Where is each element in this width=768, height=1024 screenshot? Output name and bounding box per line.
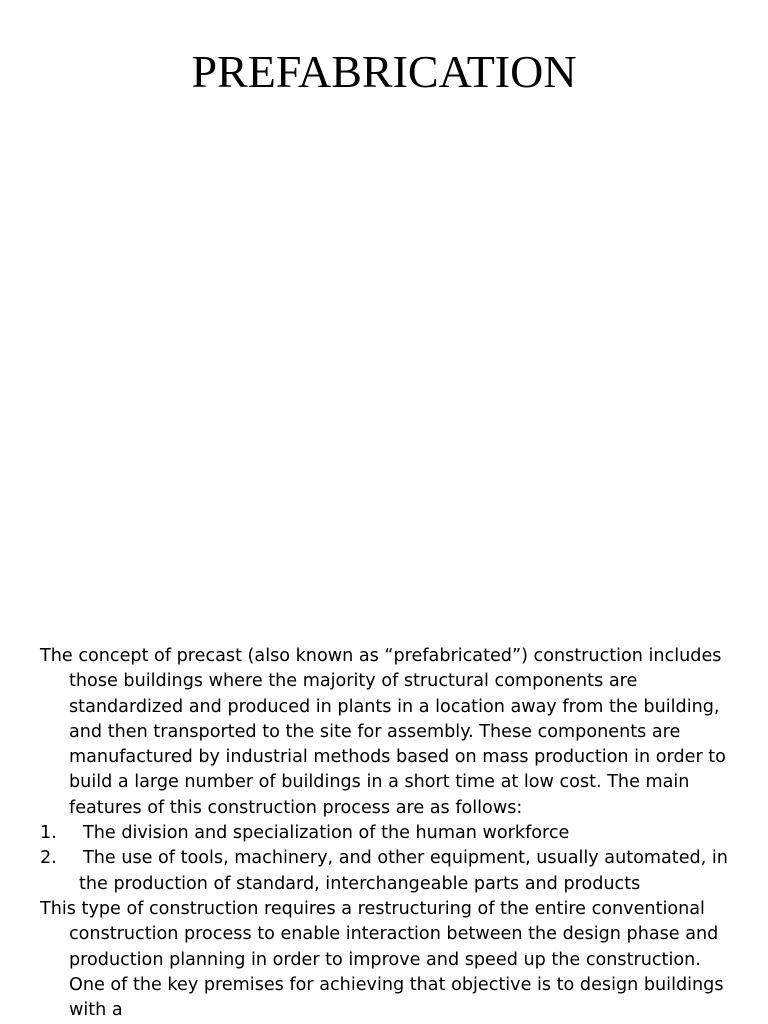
list-item-text: The use of tools, machinery, and other equipment, usually automated, in the production of standard, interchangeable parts and products	[79, 848, 728, 894]
list-item	[40, 846, 730, 897]
list-item-text: The division and specialization of the human workforce	[83, 823, 570, 844]
document-body	[40, 644, 730, 1023]
feature-list	[40, 821, 730, 897]
intro-paragraph: The concept of precast (also known as “prefabricated”) construction includes those buildings where the majority of structural components are standardized and produced in plants in a location away from the building, and then transported to the site for assembly. These components are manufactured by industrial methods based on mass production in order to build a large number of buildings in a short time at low cost. The main features of this construction process are as follows:	[40, 646, 726, 818]
list-item	[40, 821, 730, 846]
list-item-number: 2.	[40, 848, 57, 869]
page-title: PREFABRICATION	[191, 46, 577, 97]
list-item-number: 1.	[40, 823, 57, 844]
outro-paragraph: This type of construction requires a restructuring of the entire conventional construction process to enable interaction between the design phase and production planning in order to improve and speed up the construction. One of the key premises for achieving that objective is to design buildings with a	[40, 898, 724, 1021]
